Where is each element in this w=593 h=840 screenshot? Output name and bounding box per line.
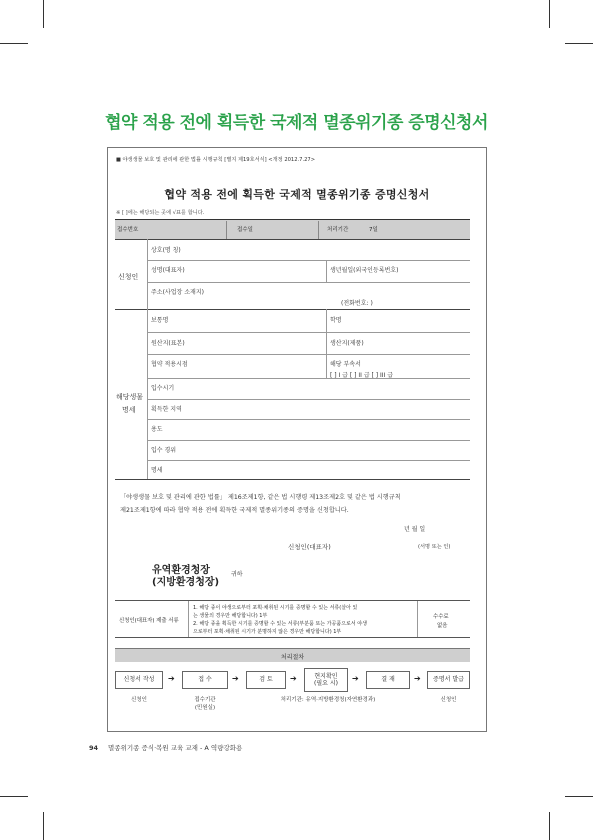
phone-label: (전화번호: ) [341,300,373,307]
purpose-label: 용도 [151,426,163,433]
processing-period-value: 7일 [369,227,378,233]
fee-value: 없음 [437,623,448,629]
form-title: 협약 적용 전에 획득한 국제적 멸종위기종 증명신청서 [164,188,430,201]
procedure-header [115,648,470,662]
footer-text: 멸종위기종 증식·복원 교육 교재 - A 역량강화용 [108,744,243,752]
representative-name-label: 성명(대표자) [151,267,185,274]
processing-period-label: 처리기간 [327,227,349,233]
document-item-2a: 2. 해당 종을 획득한 시기를 증명할 수 있는 서류(부분품 또는 가공품으로서 야생 [193,621,367,627]
date-line: 년 월 일 [404,526,426,533]
declaration-line-2: 제21조제1항에 따라 협약 적용 전에 획득한 국제적 멸종위기종의 증명을 신청합니다. [120,507,349,514]
receipt-date-label: 접수일 [237,227,253,233]
page-number: 94 [89,744,99,752]
crop-mark [0,796,28,797]
common-name-label: 보통명 [151,317,169,324]
actor-receiving-office: 접수기관 (민원실) [194,697,216,712]
import-date-label: 입수시기 [151,385,175,392]
import-route-label: 입수 경위 [151,447,177,454]
procedure-title: 처리절차 [280,654,305,661]
specification-label: 명세 [151,467,163,474]
page-heading: 협약 적용 전에 획득한 국제적 멸종위기종 증명신청서 [105,113,488,133]
arrow-icon: ➔ [352,674,359,683]
applicant-signature-label: 신청인(대표자) [288,543,331,551]
receipt-header [115,219,470,240]
arrow-icon: ➔ [290,674,297,683]
production-place-label: 생산지(제품) [330,340,364,347]
document-item-1b: 는 생물의 경우만 해당합니다) 1부 [193,613,268,619]
appendix-checkboxes[interactable]: [ ] I 급 [ ] II 급 [ ] III 급 [330,372,394,379]
legal-basis: ■ 야생생물 보호 및 관리에 관한 법률 시행규칙 [별지 제19호서식] <개정 2012.7.27> [116,157,316,163]
appendix-label: 해당 부속서 [330,361,361,368]
crop-mark [565,796,593,797]
application-date-label: 협약 적용시점 [151,361,188,368]
document-item-1a: 1. 해당 종이 야생으로부터 포획·채취된 시기를 증명할 수 있는 서류(살아 있 [193,605,358,611]
receipt-number-label: 접수번호 [117,227,139,233]
acquisition-area-label: 획득한 지역 [151,406,182,413]
step-review: 검 토 [246,671,286,689]
arrow-icon: ➔ [168,674,175,683]
address-label: 주소(사업장 소재지) [151,289,204,296]
company-name-label: 상호(명 칭) [151,247,181,254]
birth-date-label: 생년월일(외국인등록번호) [330,267,399,274]
fee-label: 수수료 [433,614,449,620]
document-item-2b: 으로부터 포획·채취된 시기가 분명하지 않은 경우만 해당합니다) 1부 [193,629,342,635]
declaration-line-1: 「야생생물 보호 및 관리에 관한 법률」 제16조제1항, 같은 법 시행령 제13조제2호 및 같은 법 시행규칙 [120,494,401,501]
application-form [107,147,487,732]
page-footer [89,743,242,752]
authority-line-1: 유역환경청장 [152,565,210,576]
crop-mark [549,812,550,840]
crop-mark [0,43,28,44]
honorific: 귀하 [231,571,243,578]
step-write-application: 신청서 작성 [115,671,163,689]
arrow-icon: ➔ [414,674,421,683]
documents-label: 신청인(대표자) 제출 서류 [119,618,179,624]
species-section-label-2: 명세 [122,406,136,414]
actor-processing-office: 처리기관: 유역·지방환경청(자연환경과) [280,697,376,703]
crop-mark [549,0,550,28]
species-section-label-1: 해당생물 [116,393,144,401]
authority-line-2: (지방환경청장) [152,577,220,588]
step-certificate-issue: 증명서 발급 [427,671,470,689]
crop-mark [43,0,44,28]
signature-note: (서명 또는 인) [418,544,451,550]
origin-label: 원산지(표본) [151,340,185,347]
crop-mark [43,812,44,840]
step-site-check: 현지확인 (필요 시) [304,668,348,692]
actor-applicant: 신청인 [131,697,147,703]
step-receipt: 접 수 [182,671,228,689]
step-approval: 결 재 [366,671,410,689]
arrow-icon: ➔ [232,674,239,683]
scientific-name-label: 학명 [330,317,342,324]
actor-applicant-final: 신청인 [440,697,457,703]
required-documents [115,600,470,638]
checkbox-note: ※ [ ]에는 해당되는 곳에 √표를 합니다. [116,210,205,216]
applicant-section-label: 신청인 [118,273,139,281]
crop-mark [565,43,593,44]
